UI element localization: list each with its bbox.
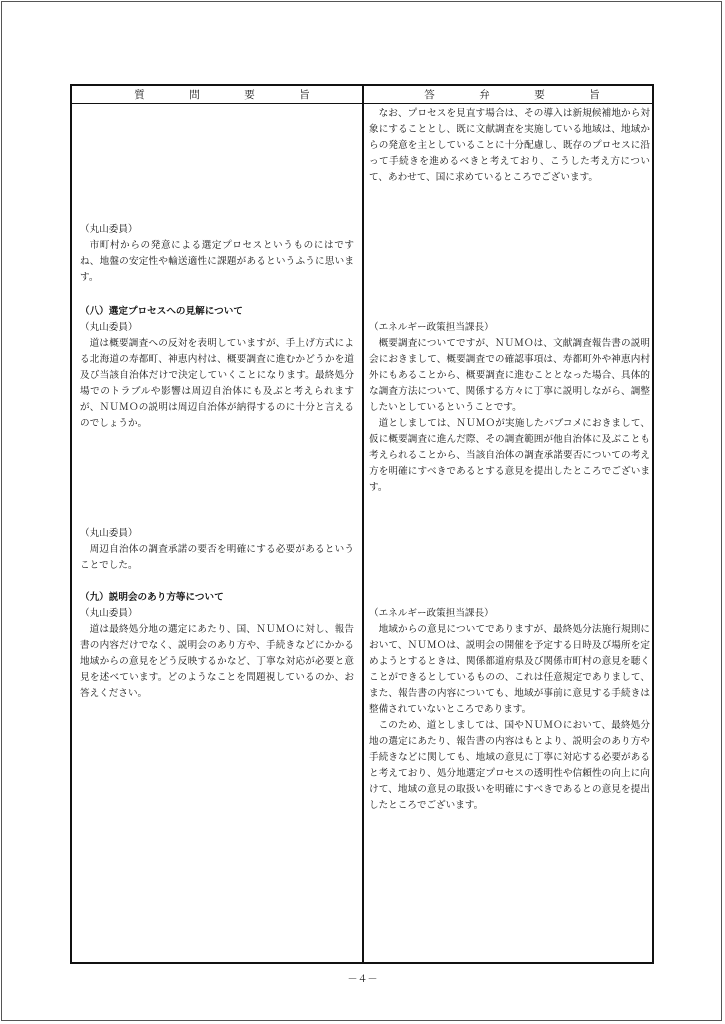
answer-text: なお、プロセスを見直す場合は、その導入は新規候補地から対象にすることとし、既に文献調査を実施している地域は、地域からの発意を主としていることに十分配慮し、既存のプロセスに沿って手続きを進めるべきと考えており、こうした考え方について、あわせて、国に求めているところでございます。: [369, 108, 650, 183]
section-heading: （九）説明会のあり方等について: [80, 592, 224, 603]
question-column: [80, 104, 354, 962]
question-text: 市町村からの発意による選定プロセスというものにはですね、地盤の安定性や輸送適性に課題があるというふうに思います。: [80, 240, 354, 283]
answer-column: [369, 104, 650, 962]
answer-text: このため、道としましては、国やＮＵＭＯにおいて、最終処分地の選定にあたり、報告書の内容はもとより、説明会のあり方や手続きなどに関しても、地域の意見に丁寧に対応する必要があると考えており、処分地選定プロセスの透明性や信頼性の向上に向けて、地域の意見の取扱いを明確にすべきであるとの意見を提出したところでございます。: [369, 720, 650, 811]
answer-text: 道としましては、ＮＵＭＯが実施したパブコメにおきまして、仮に概要調査に進んだ際、その調査範囲が他自治体に及ぶことも考えられることから、当該自治体の調査承諾要否についての考え方を明確にすべきであるとする意見を提出したところでございます。: [369, 418, 650, 493]
answer-block-0: [369, 106, 650, 186]
qa-table: [70, 84, 654, 964]
question-block-3: [80, 526, 354, 574]
question-summary-header: 質 問 要 旨: [134, 89, 310, 101]
speaker-label: （丸山委員）: [80, 224, 138, 235]
speaker-label: （丸山委員）: [80, 608, 138, 619]
column-divider: [362, 86, 364, 962]
section-heading: （八）選定プロセスへの見解について: [80, 306, 243, 317]
speaker-label: （丸山委員）: [80, 322, 138, 333]
table-header: [72, 86, 652, 104]
answer-text: 地域からの意見についてでありますが、最終処分法施行規則において、ＮＵＭＯは、説明会の開催を予定する日時及び場所を定めようとするときは、関係都道府県及び関係市町村の意見を聴くことができるとしているものの、これは任意規定でありまして、また、報告書の内容についても、地域が事前に意見する手続きは整備されていないところであります。: [369, 624, 650, 715]
page-number: －４－: [347, 974, 378, 985]
question-block-2: [80, 304, 354, 432]
answer-text: 概要調査についてですが、ＮＵＭＯは、文献調査報告書の説明会におきまして、概要調査での確認事項は、寿都町外や神恵内村外にもあることから、概要調査に進むこととなった場合、具体的な調査方法について、関係する方々に丁寧に説明しながら、調整したいとしているということです。: [369, 338, 650, 413]
speaker-label: （エネルギー政策担当課長）: [369, 322, 494, 333]
question-block-4: [80, 590, 354, 702]
speaker-label: （丸山委員）: [80, 528, 138, 539]
question-text: 道は概要調査への反対を表明していますが、手上げ方式による北海道の寿都町、神恵内村は、概要調査に進むかどうかを道及び当該自治体だけで決定していくことになります。最終処分場でのトラブルや影響は周辺自治体にも及ぶと考えられますが、ＮＵＭＯの説明は周辺自治体が納得するのに十分と言えるのでしょうか。: [80, 338, 354, 429]
question-text: 道は最終処分地の選定にあたり、国、ＮＵＭＯに対し、報告書の内容だけでなく、説明会のあり方や、手続きなどにかかる地域からの意見をどう反映するかなど、丁寧な対応が必要と意見を述べています。どのようなことを問題視しているのか、お答えください。: [80, 624, 354, 699]
question-block-1: [80, 222, 354, 286]
answer-block-1: [369, 320, 650, 496]
answer-summary-header: 答 弁 要 旨: [424, 89, 600, 101]
speaker-label: （エネルギー政策担当課長）: [369, 608, 494, 619]
question-text: 周辺自治体の調査承諾の要否を明確にする必要があるということでした。: [80, 544, 354, 571]
answer-block-2: [369, 606, 650, 814]
